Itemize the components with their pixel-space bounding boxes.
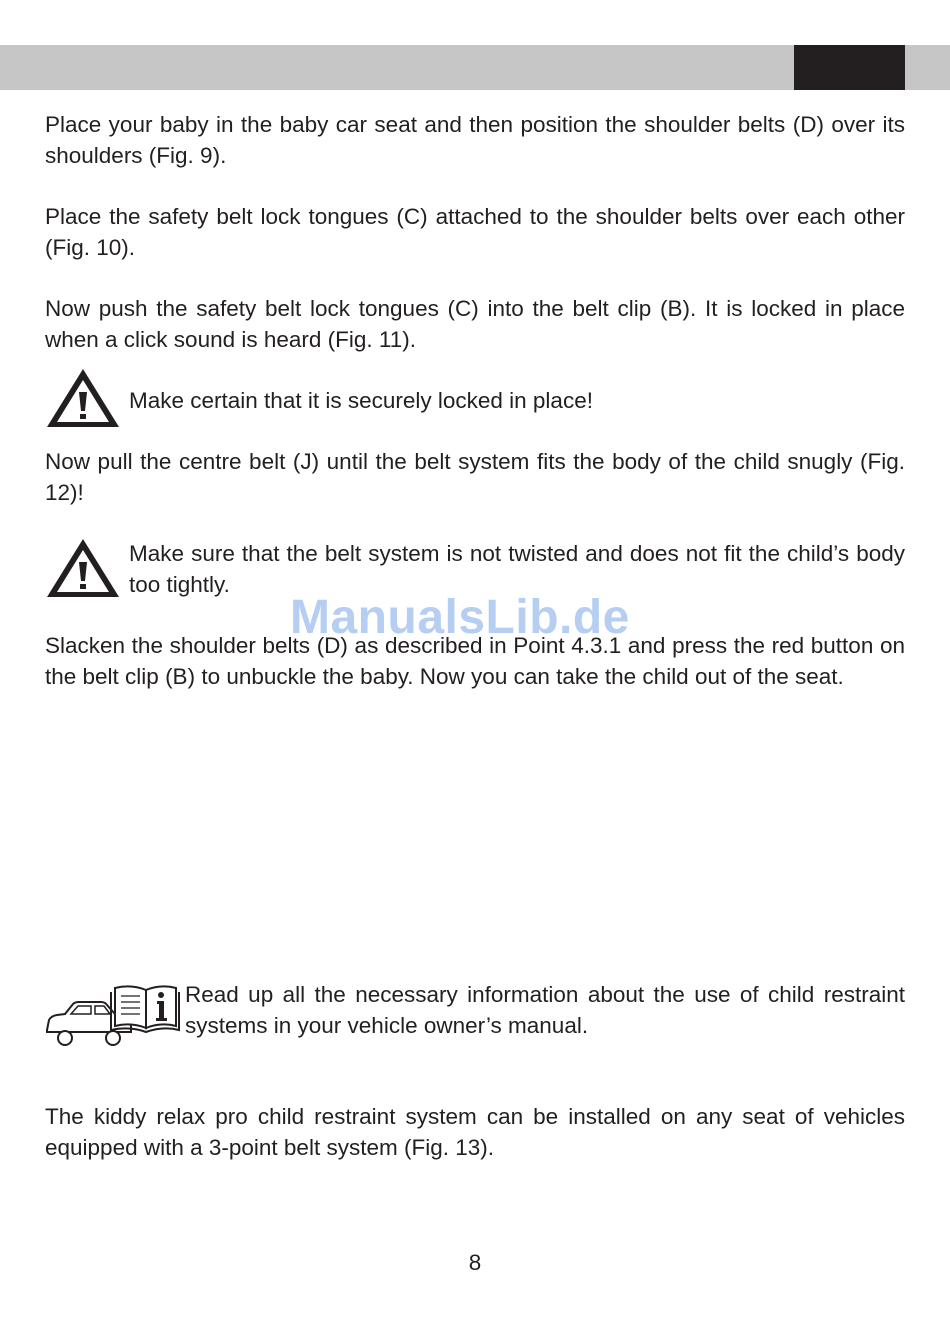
warning-text-locked: Make certain that it is securely locked in place! <box>129 388 593 413</box>
watermark: ManualsLib.de <box>290 591 630 644</box>
info-text-owners-manual: Read up all the necessary information about the use of child restraint systems in your vehicle owner’s manual. <box>185 982 905 1038</box>
header-tab <box>794 45 905 90</box>
car-manual-info-icon <box>45 982 180 1048</box>
paragraph-centre-belt: Now pull the centre belt (J) until the belt system fits the body of the child snugly (Fig. 12)! <box>45 449 905 505</box>
page-number: 8 <box>468 1250 482 1275</box>
paragraph-push-tongues: Now push the safety belt lock tongues (C) into the belt clip (B). It is locked in place when a click sound is heard (Fig. 11). <box>45 296 905 352</box>
warning-triangle-icon <box>45 537 121 599</box>
warning-triangle-icon <box>45 367 121 429</box>
paragraph-position-belts: Place your baby in the baby car seat and then position the shoulder belts (D) over its shoulders (Fig. 9). <box>45 112 905 168</box>
paragraph-lock-tongues: Place the safety belt lock tongues (C) attached to the shoulder belts over each other (Fig. 10). <box>45 204 905 260</box>
warning-text-twisted: Make sure that the belt system is not twisted and does not fit the child’s body too tightly. <box>129 541 905 597</box>
paragraph-installation: The kiddy relax pro child restraint system can be installed on any seat of vehicles equipped with a 3-point belt system (Fig. 13). <box>45 1104 905 1160</box>
paragraph-unbuckle: Slacken the shoulder belts (D) as described in Point 4.3.1 and press the red button on the belt clip (B) to unbuckle the baby. Now you can take the child out of the seat. <box>45 633 905 689</box>
